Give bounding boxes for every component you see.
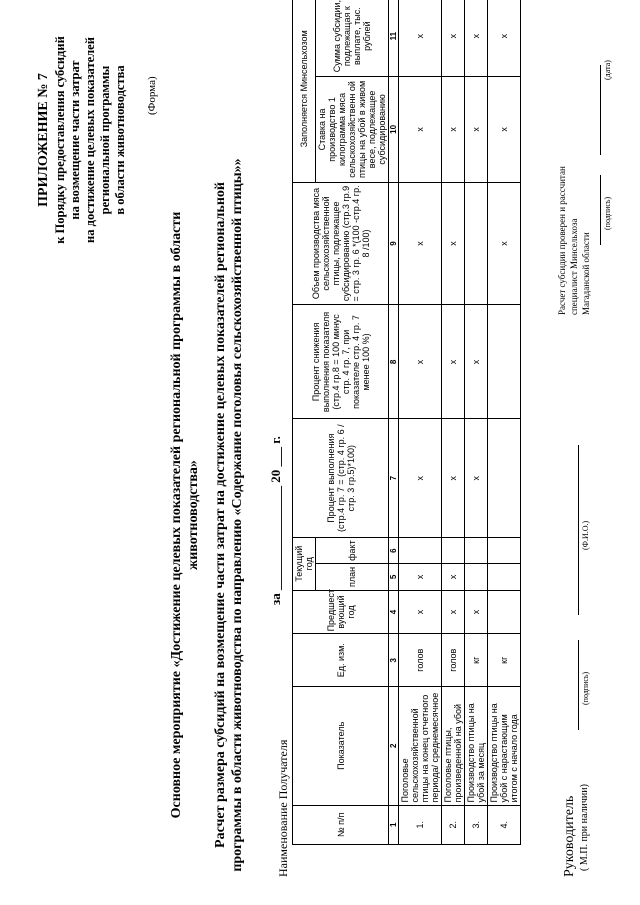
cell-rate: х xyxy=(442,77,465,182)
cell-fact xyxy=(488,537,521,563)
cell-fact xyxy=(399,537,442,563)
annex-line: региональной программы xyxy=(98,65,112,215)
cell-pct-exec: х xyxy=(465,419,488,537)
header-sum: Сумма субсидии, подлежащая к выплате, тыс. рублей xyxy=(316,0,389,77)
period-line: за ________________ 20 ___ г. xyxy=(268,436,283,605)
header-ministry-fill: Заполняется Минсельхозом xyxy=(293,0,316,182)
header-pct-exec: Процент выполнения (стр.4 гр. 7 = (стр. 4 гр. 6 / стр. 3 гр.5)*100) xyxy=(293,419,389,537)
annex-line: в области животноводства xyxy=(113,65,127,215)
col-number: 10 xyxy=(389,77,399,182)
table-row xyxy=(465,0,488,845)
head-sign-line xyxy=(578,640,579,730)
table-row xyxy=(399,0,442,845)
verification-sign-line xyxy=(600,175,601,245)
cell-sum: х xyxy=(442,0,465,77)
verification-date-line xyxy=(600,65,601,155)
col-number: 6 xyxy=(389,537,399,563)
row-indicator: Производство птицы на убой за месяц xyxy=(465,687,488,805)
header-indicator: Показатель xyxy=(293,687,389,805)
row-num: 2. xyxy=(442,805,465,844)
cell-pct-decrease: х xyxy=(465,305,488,419)
cell-rate: х xyxy=(488,77,521,182)
cell-rate: х xyxy=(465,77,488,182)
header-current-year: Текущий год xyxy=(293,537,316,590)
cell-pct-exec xyxy=(488,419,521,537)
verification-sign-label: (подпись) xyxy=(603,196,612,230)
subsidy-calculation-table xyxy=(292,0,521,845)
table-row xyxy=(488,0,521,845)
cell-plan xyxy=(465,564,488,590)
verification-line: Магаданской области xyxy=(581,232,591,315)
row-num: 3. xyxy=(465,805,488,844)
header-plan: план xyxy=(316,564,389,590)
col-number: 9 xyxy=(389,182,399,305)
cell-volume xyxy=(465,182,488,305)
column-number-row xyxy=(389,0,399,845)
annex-line: к Порядку предоставления субсидий xyxy=(53,36,67,244)
main-measure-title: Основное мероприятие «Достижение целевых показателей региональной программы в области животноводства» xyxy=(169,211,201,819)
cell-volume: х xyxy=(442,182,465,305)
row-unit: голов xyxy=(399,634,442,687)
cell-rate: х xyxy=(399,77,442,182)
cell-pct-exec: х xyxy=(399,419,442,537)
row-indicator: Производство птицы на убой с нарастающим итогом с начало года xyxy=(488,687,521,805)
head-sign-label: (подпись) xyxy=(581,671,590,705)
cell-fact xyxy=(465,537,488,563)
header-fact: факт xyxy=(316,537,389,563)
header-volume: Объем производства мяса сельскохозяйственной птицы, подлежащее субсидированию (стр.3 гр.9 = стр. 3 гр. 6 *(100 -стр.4 гр. 8 /100) xyxy=(293,182,389,305)
cell-volume: х xyxy=(399,182,442,305)
row-num: 1. xyxy=(399,805,442,844)
header-num: № п/п xyxy=(293,805,389,844)
col-number: 3 xyxy=(389,634,399,687)
head-title: Руководитель xyxy=(562,795,577,877)
col-number: 2 xyxy=(389,687,399,805)
table-row xyxy=(442,0,465,845)
row-unit: кг xyxy=(488,634,521,687)
recipient-label: Наименование Получателя xyxy=(276,739,290,877)
cell-volume: х xyxy=(488,182,521,305)
col-number: 5 xyxy=(389,564,399,590)
cell-sum: х xyxy=(488,0,521,77)
signature-block xyxy=(562,784,592,877)
annex-title: ПРИЛОЖЕНИЕ № 7 xyxy=(36,73,51,207)
head-fio-line xyxy=(578,445,579,615)
verification-block xyxy=(556,55,592,315)
cell-plan: х xyxy=(442,564,465,590)
verification-line: Расчет субсидии проверен и рассчитан xyxy=(557,166,567,315)
header-unit: Ед. изм. xyxy=(293,634,389,687)
annex-line: на возмещение части затрат xyxy=(68,60,82,220)
row-indicator: Поголовье птицы, произведенной на убой xyxy=(442,687,465,805)
row-unit: голов xyxy=(442,634,465,687)
row-num: 4. xyxy=(488,805,521,844)
row-unit: кг xyxy=(465,634,488,687)
verification-line: специалист Минсельхоза xyxy=(569,218,579,315)
header-pct-decrease: Процент снижения выполнения показателя (стр.4 гр.8 = 100 минус стр. 4 гр. 7, при показателе стр. 4 гр. 7 менее 100 %) xyxy=(293,305,389,419)
col-number: 4 xyxy=(389,590,399,634)
cell-fact xyxy=(442,537,465,563)
cell-plan xyxy=(488,564,521,590)
calculation-title: Расчет размера субсидий на возмещение части затрат на достижение целевых показателей региональной программы в области животноводства по направлению «Содержание поголовья сельскохозяйственной птицы»» xyxy=(213,158,245,872)
cell-pct-decrease: х xyxy=(442,305,465,419)
cell-pct-exec: х xyxy=(442,419,465,537)
cell-prev-year: х xyxy=(399,590,442,634)
header-rate: Ставка на производство 1 килограмма мяса сельскохозяйственн ой птицы на убой в живом весе, подлежащее субсидированию xyxy=(316,77,389,182)
cell-prev-year: х xyxy=(442,590,465,634)
cell-pct-decrease: х xyxy=(399,305,442,419)
col-number: 7 xyxy=(389,419,399,537)
col-number: 8 xyxy=(389,305,399,419)
verification-date-label: (дата) xyxy=(603,60,612,80)
col-number: 11 xyxy=(389,0,399,77)
cell-sum: х xyxy=(399,0,442,77)
header-prev-year: Предшест вующий год xyxy=(293,590,389,634)
row-indicator: Поголовье сельскохозяйственной птицы на конец отчетного периода/ среднемесячное xyxy=(399,687,442,805)
form-label: (Форма) xyxy=(146,76,158,115)
cell-prev-year xyxy=(488,590,521,634)
annex-block xyxy=(36,15,128,265)
cell-prev-year: х xyxy=(465,590,488,634)
annex-line: на достижение целевых показателей xyxy=(83,37,97,243)
cell-sum: х xyxy=(465,0,488,77)
col-number: 1 xyxy=(389,805,399,844)
stamp-note: ( М.П. при наличии) xyxy=(579,784,590,871)
head-fio-label: (Ф.И.О.) xyxy=(581,520,590,550)
cell-plan: х xyxy=(399,564,442,590)
cell-pct-decrease xyxy=(488,305,521,419)
